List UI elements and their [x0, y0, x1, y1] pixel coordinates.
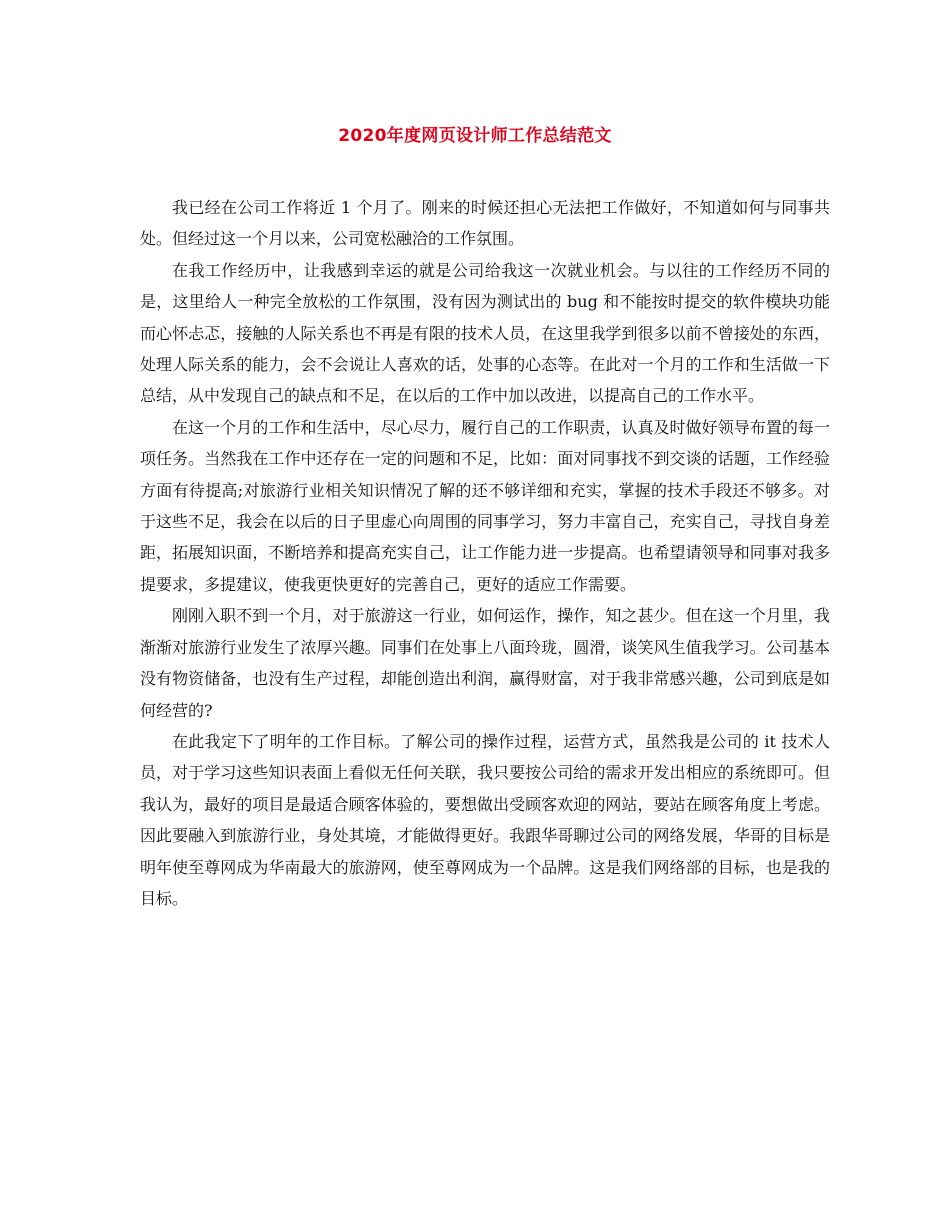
paragraph: 我已经在公司工作将近 1 个月了。刚来的时候还担心无法把工作做好，不知道如何与同事共处。但经过这一个月以来，公司宽松融洽的工作氛围。 — [140, 198, 830, 249]
document-title: 2020年度网页设计师工作总结范文 — [338, 126, 612, 146]
paragraph: 刚刚入职不到一个月，对于旅游这一行业，如何运作，操作，知之甚少。但在这一个月里，我渐渐对旅游行业发生了浓厚兴趣。同事们在处事上八面玲珑，圆滑，谈笑风生值我学习。公司基本没有物资储备，也没有生产过程，却能创造出利润，赢得财富，对于我非常感兴趣，公司到底是如何经营的? — [140, 606, 830, 720]
document-body — [140, 192, 830, 914]
paragraph: 在我工作经历中，让我感到幸运的就是公司给我这一次就业机会。与以往的工作经历不同的是，这里给人一种完全放松的工作氛围，没有因为测试出的 bug 和不能按时提交的软件模块功能而心怀忐忑，接触的人际关系也不再是有限的技术人员，在这里我学到很多以前不曾接处的东西，处理人际关系的能力，会不会说让人喜欢的话，处事的心态等。在此对一个月的工作和生活做一下总结，从中发现自己的缺点和不足，在以后的工作中加以改进，以提高自己的工作水平。 — [140, 260, 830, 406]
paragraph: 在此我定下了明年的工作目标。了解公司的操作过程，运营方式，虽然我是公司的 it 技术人员，对于学习这些知识表面上看似无任何关联，我只要按公司给的需求开发出相应的系统即可。但我认为，最好的项目是最适合顾客体验的，要想做出受顾客欢迎的网站，要站在顾客角度上考虑。因此要融入到旅游行业，身处其境，才能做得更好。我跟华哥聊过公司的网络发展，华哥的目标是明年使至尊网成为华南最大的旅游网，使至尊网成为一个品牌。这是我们网络部的目标，也是我的目标。 — [140, 731, 830, 908]
paragraph: 在这一个月的工作和生活中，尽心尽力，履行自己的工作职责，认真及时做好领导布置的每一项任务。当然我在工作中还存在一定的问题和不足，比如：面对同事找不到交谈的话题，工作经验方面有待提高;对旅游行业相关知识情况了解的还不够详细和充实，掌握的技术手段还不够多。对于这些不足，我会在以后的日子里虚心向周围的同事学习，努力丰富自己，充实自己，寻找自身差距，拓展知识面，不断培养和提高充实自己，让工作能力进一步提高。也希望请领导和同事对我多提要求，多提建议，使我更快更好的完善自己，更好的适应工作需要。 — [140, 417, 830, 594]
